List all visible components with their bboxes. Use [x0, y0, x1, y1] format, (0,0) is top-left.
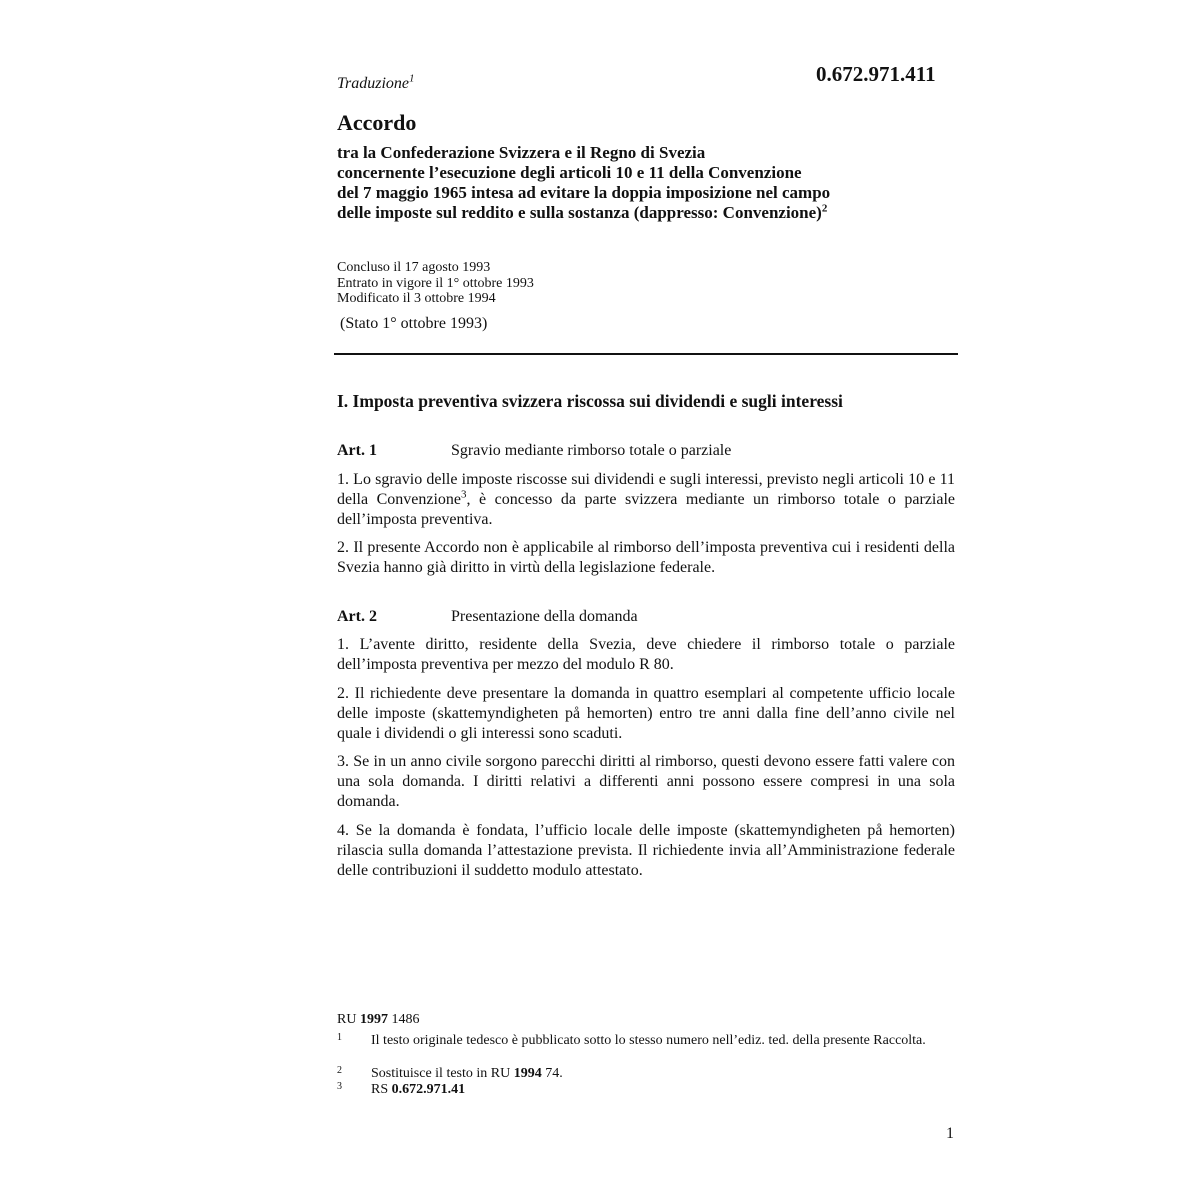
article-number: Art. 2 [337, 608, 377, 625]
article-2-paragraph-4: 4. Se la domanda è fondata, l’ufficio locale delle imposte (skattemyndigheten på hemorten) rilascia sulla domanda l’attestazione prevista. Il richiedente invia all’Amministrazione federale delle contribuzioni il suddetto modulo attestato. [337, 822, 955, 879]
translation-label [337, 72, 415, 93]
article-2-paragraph-2: 2. Il richiedente deve presentare la domanda in quattro esemplari al competente ufficio locale delle imposte (skattemyndigheten på hemorten) entro tre anni dalla fine dell’anno civile nel quale i dividendi o gli interessi sono scaduti. [337, 685, 955, 742]
footnote-text [371, 1082, 957, 1097]
document-subtitle [337, 143, 957, 223]
in-force-date: Entrato in vigore il 1° ottobre 1993 [337, 275, 534, 291]
ru-page: 1486 [391, 1012, 420, 1027]
footnote-number: 3 [337, 1081, 342, 1092]
footnote-text-part: 74. [545, 1066, 563, 1081]
dates-block [337, 260, 534, 307]
translation-text: Traduzione [337, 75, 410, 92]
subtitle-line: del 7 maggio 1965 intesa ad evitare la doppia imposizione nel campo [337, 183, 831, 202]
footnote-number: 1 [337, 1032, 342, 1043]
state-date: (Stato 1° ottobre 1993) [340, 315, 488, 332]
article-1-paragraph-2: 2. Il presente Accordo non è applicabile al rimborso dell’imposta preventiva cui i residenti della Svezia hanno già diritto in virtù della legislazione federale. [337, 539, 955, 576]
footnote-bold-part: 1994 [513, 1066, 542, 1081]
footnote-text-part: RS [371, 1082, 389, 1097]
footnote-ref-1[interactable]: 1 [409, 72, 415, 85]
footnote-ref-2[interactable]: 2 [821, 202, 828, 215]
sr-number: 0.672.971.411 [816, 62, 936, 86]
footnote-text: Il testo originale tedesco è pubblicato sotto lo stesso numero nell’ediz. ted. della presente Raccolta. [371, 1033, 926, 1048]
header-divider [334, 353, 958, 355]
subtitle-line: tra la Confederazione Svizzera e il Regno di Svezia [337, 143, 706, 162]
footnote [337, 1066, 957, 1081]
ru-reference [337, 1012, 419, 1028]
paragraph-text: 1. Lo sgravio delle imposte riscosse sui dividendi e sugli interessi, previsto negli articoli 10 e 11 della Convenzione [337, 471, 955, 508]
article-title: Presentazione della domanda [451, 608, 638, 625]
modified-date: Modificato il 3 ottobre 1994 [337, 291, 496, 306]
article-number: Art. 1 [337, 442, 377, 459]
footnote-text-part: Sostituisce il testo in RU [371, 1066, 511, 1081]
article-2-paragraph-3: 3. Se in un anno civile sorgono parecchi diritti al rimborso, questi devono essere fatti valere con una sola domanda. I diritti relativi a differenti anni possono essere compresi in una sola domanda. [337, 753, 955, 810]
concluded-date: Concluso il 17 agosto 1993 [337, 260, 491, 275]
paragraph-text: , è concesso da parte svizzera mediante un rimborso totale o parziale dell’imposta preventiva. [337, 491, 956, 528]
footnote-text [371, 1066, 957, 1081]
article-title: Sgravio mediante rimborso totale o parziale [451, 442, 732, 459]
footnote-ref-3[interactable]: 3 [461, 488, 467, 501]
article-1-paragraph-1 [337, 470, 955, 530]
subtitle-line: concernente l’esecuzione degli articoli 10 e 11 della Convenzione [337, 163, 802, 182]
ru-prefix: RU [337, 1012, 357, 1027]
article-2-paragraph-1: 1. L’avente diritto, residente della Svezia, deve chiedere il rimborso totale o parziale dell’imposta preventiva per mezzo del modulo R 80. [337, 636, 955, 673]
section-heading: I. Imposta preventiva svizzera riscossa sui dividendi e sugli interessi [337, 391, 843, 411]
article-2-heading [337, 608, 638, 626]
ru-year: 1997 [359, 1012, 388, 1027]
footnote [337, 1033, 957, 1048]
subtitle-line: delle imposte sul reddito e sulla sostanza (dappresso: Convenzione) [337, 203, 822, 222]
article-1-heading [337, 442, 731, 460]
footnote [337, 1082, 957, 1097]
footnote-number: 2 [337, 1065, 342, 1076]
page-number: 1 [946, 1125, 954, 1142]
footnote-bold-part: 0.672.971.41 [391, 1082, 466, 1097]
document-title: Accordo [337, 110, 417, 135]
